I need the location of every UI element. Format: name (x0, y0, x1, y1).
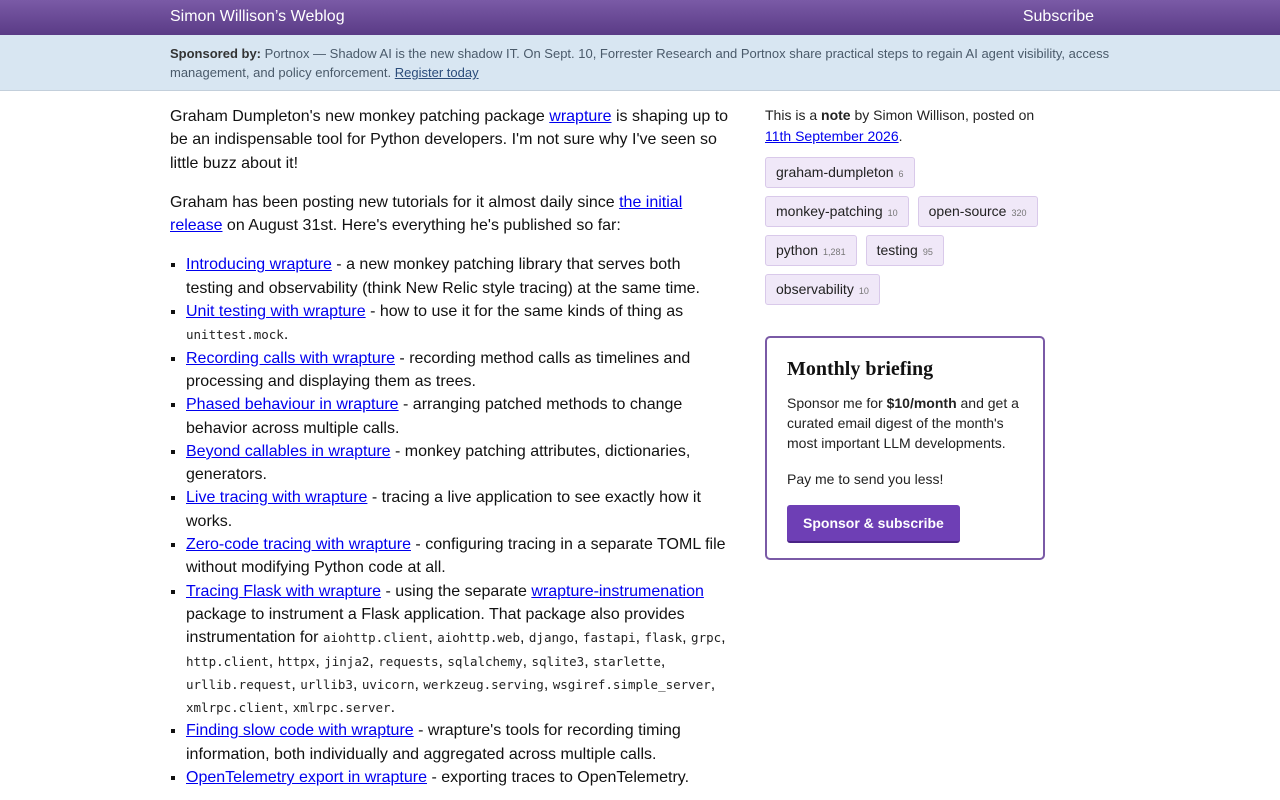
tag-observability[interactable] (765, 274, 880, 305)
module-name: requests (378, 653, 439, 669)
tag-count: 95 (922, 247, 933, 257)
module-name: grpc (691, 630, 722, 646)
tutorial-link[interactable]: Zero-code tracing with wrapture (186, 536, 411, 554)
module-name: uvicorn (361, 676, 415, 692)
tutorial-link[interactable]: Beyond callables in wrapture (186, 442, 391, 460)
tutorials-paragraph (170, 191, 732, 238)
module-name: jinja2 (324, 653, 370, 669)
module-name: httpx (277, 653, 316, 669)
module-name: xmlrpc.server (292, 700, 391, 716)
tag-python[interactable] (765, 235, 857, 266)
tutorial-item (186, 766, 732, 789)
tag-count: 320 (1011, 208, 1027, 218)
briefing-text-end: and get a curated email digest of the month's most important LLM developments. (787, 395, 1019, 451)
tag-name: python (776, 242, 819, 258)
inline-code: unittest.mock (186, 327, 284, 343)
briefing-title: Monthly briefing (787, 358, 934, 380)
tutorial-item (186, 719, 732, 766)
tutorial-item: ▪ Tracing Flask with wrapture - using the separate wrapture-instrumenation package to instrument a Flask application. That package also provides instrumentation for aiohttp.client, aiohttp.web, django, fastapi, flask, grpc, http.client, httpx, jinja2, requests, sqlalchemy, sqlite3, starlette, urllib.request, urllib3, uvicorn, werkzeug.serving, wsgiref.simple_server, xmlrpc.client, xmlrpc.server. (186, 580, 732, 720)
tutorial-description: - recording method calls as timelines and processing and displaying them as trees. (186, 349, 691, 390)
tag-name: testing (876, 242, 918, 258)
intro-text-end: is shaping up to be an indispensable tool for Python developers. I'm not sure why I've seen so little buzz about it! (170, 108, 729, 172)
module-name: wsgiref.simple_server (552, 676, 711, 692)
briefing-text (787, 393, 1023, 453)
register-today-link[interactable]: Register today (394, 65, 479, 80)
module-name: flask (644, 630, 683, 646)
meta-end: . (898, 128, 903, 144)
tutorial-description: - exporting traces to OpenTelemetry. (427, 769, 690, 787)
meta-type: note (821, 107, 851, 123)
tag-count: 10 (887, 208, 898, 218)
module-name: sqlalchemy (447, 653, 523, 669)
tutorial-description-cont: package to instrument a Flask application. That package also provides instrumentation for (186, 605, 685, 647)
tutorial-item (186, 533, 732, 580)
tutorial-link[interactable]: Phased behaviour in wrapture (186, 396, 399, 414)
tutorial-link[interactable]: Recording calls with wrapture (186, 349, 395, 367)
monthly-briefing-box (765, 336, 1045, 560)
tutorial-description: - configuring tracing in a separate TOML file without modifying Python code at all. (186, 536, 726, 577)
meta-author: by Simon Willison, posted on (850, 107, 1035, 123)
tag-testing[interactable] (866, 235, 944, 266)
subscribe-link[interactable]: Subscribe (1022, 8, 1094, 25)
briefing-text-2: Pay me to send you less! (787, 471, 944, 487)
tutorial-description: - arranging patched methods to change behavior across multiple calls. (186, 396, 683, 437)
tag-name: open-source (928, 203, 1007, 219)
tutorial-description: - how to use it for the same kinds of thing as (365, 303, 684, 321)
intro-text: Graham Dumpleton's new monkey patching package (170, 108, 550, 125)
module-name: django (528, 630, 575, 646)
module-name: aiohttp.client (322, 630, 429, 646)
tag-count: 6 (898, 169, 904, 179)
sponsor-text: Portnox — Shadow AI is the new shadow IT. On Sept. 10, Forrester Research and Portnox share practical steps to regain AI agent visibility, access management, and policy enforcement. (170, 46, 1110, 80)
sponsor-subscribe-button[interactable]: Sponsor & subscribe (787, 505, 960, 543)
tutorials-text: Graham has been posting new tutorials for it almost daily since (170, 193, 620, 211)
module-name: urllib.request (186, 676, 292, 692)
tutorial-item (186, 347, 732, 394)
sidebar (765, 105, 1055, 531)
tag-graham-dumpleton[interactable] (765, 157, 915, 188)
initial-release-link[interactable]: the initial release (170, 193, 683, 235)
tutorial-link[interactable]: Unit testing with wrapture (186, 303, 366, 321)
tag-name: monkey-patching (776, 203, 883, 219)
tutorial-item (186, 393, 732, 440)
tutorial-description-tail: . (283, 326, 289, 344)
tutorial-description: - a new monkey patching library that serves both testing and observability (think New Relic style tracing) at the same time. (186, 256, 700, 297)
tutorial-link[interactable]: Tracing Flask with wrapture (186, 582, 382, 600)
tutorial-description: - wrapture's tools for recording timing information, both individually and aggregated across multiple calls. (186, 722, 681, 763)
tutorial-link[interactable]: Finding slow code with wrapture (186, 722, 414, 740)
wrapture-link[interactable]: wrapture (549, 108, 612, 125)
article-body (170, 105, 732, 789)
tutorial-description: - tracing a live application to see exactly how it works. (186, 489, 701, 530)
meta-prefix: This is a (765, 107, 822, 123)
site-title-link[interactable]: Simon Willison’s Weblog (170, 8, 345, 25)
tag-monkey-patching[interactable] (765, 196, 909, 227)
module-name: fastapi (582, 630, 636, 646)
tutorial-item (186, 486, 732, 533)
tutorial-link[interactable]: OpenTelemetry export in wrapture (186, 769, 427, 787)
tag-name: graham-dumpleton (776, 164, 894, 180)
briefing-price: $10/month (886, 395, 957, 411)
tutorial-item (186, 440, 732, 487)
post-date-link[interactable]: 11th September 2026 (765, 128, 899, 144)
tutorial-description: - monkey patching attributes, dictionaries, generators. (186, 442, 691, 484)
tutorial-item (186, 253, 732, 300)
tutorial-description: - using the separate (381, 582, 532, 600)
module-name: starlette (593, 653, 661, 669)
briefing-text-start: Sponsor me for (787, 395, 887, 411)
instrumentation-package-link[interactable]: wrapture-instrumenation (531, 582, 704, 600)
tutorial-link[interactable]: Introducing wrapture (186, 256, 332, 274)
module-name: urllib3 (300, 676, 353, 692)
module-name: werkzeug.serving (423, 676, 544, 692)
tutorial-item (186, 300, 732, 347)
tag-count: 10 (858, 286, 869, 296)
intro-paragraph (170, 105, 732, 175)
site-header (0, 0, 1280, 35)
module-name: sqlite3 (531, 653, 585, 669)
sponsor-banner (0, 35, 1280, 91)
module-name: http.client (186, 653, 269, 669)
sponsor-text-block (170, 44, 1115, 82)
post-meta (765, 105, 1055, 147)
tag-list (765, 157, 1055, 305)
tag-count: 1,281 (823, 247, 846, 257)
tag-open-source[interactable] (918, 196, 1038, 227)
tutorial-link[interactable]: Live tracing with wrapture (186, 489, 368, 507)
sponsor-label: Sponsored by: (170, 46, 262, 61)
module-name: xmlrpc.client (186, 700, 284, 716)
tag-name: observability (776, 281, 854, 297)
module-name: aiohttp.web (437, 630, 520, 646)
tutorial-list (170, 253, 732, 789)
tutorials-text-end: on August 31st. Here's everything he's published so far: (222, 217, 621, 235)
